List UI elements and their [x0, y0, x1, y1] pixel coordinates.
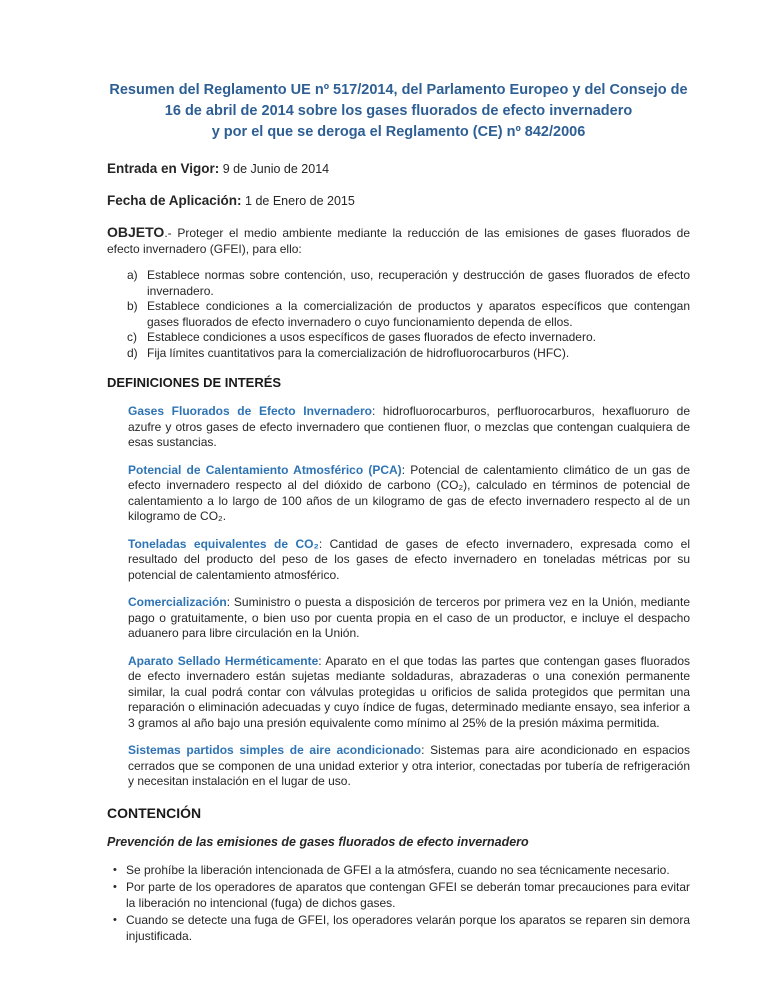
- definiciones-heading: DEFINICIONES DE INTERÉS: [107, 375, 282, 390]
- bullet-text: Cuando se detecte una fuga de GFEI, los operadores velarán porque los aparatos se reparen sin demora injustificada.: [126, 913, 690, 943]
- definition-aparato-sellado: [128, 654, 690, 732]
- bullet-item: [113, 863, 690, 879]
- entrada-en-vigor-label: Entrada en Vigor:: [107, 161, 220, 176]
- fecha-aplicacion-value: 1 de Enero de 2015: [241, 194, 355, 208]
- bullet-text: Se prohíbe la liberación intencionada de GFEI a la atmósfera, cuando no sea técnicamente necesario.: [126, 862, 670, 877]
- list-item-marker: d): [127, 345, 138, 360]
- definition-gases-fluorados: [128, 404, 690, 451]
- definition-term: Sistemas partidos simples de aire acondicionado: [128, 743, 422, 757]
- objeto-paragraph: [107, 225, 690, 257]
- contencion-heading: CONTENCIÓN: [107, 804, 202, 821]
- document-title-line-3: y por el que se deroga el Reglamento (CE) nº 842/2006: [211, 124, 586, 140]
- bullet-item: [113, 913, 690, 944]
- bullet-item: [113, 880, 690, 911]
- list-item-text: Fija límites cuantitativos para la comercialización de hidrofluorocarburos (HFC).: [147, 345, 570, 360]
- bullet-marker: •: [113, 863, 117, 876]
- definition-term: Aparato Sellado Herméticamente: [128, 653, 319, 668]
- entrada-en-vigor-line: [107, 161, 690, 177]
- definition-sistemas-partidos: [128, 743, 690, 790]
- list-item-text: Establece condiciones a usos específicos de gases fluorados de efecto invernadero.: [147, 330, 596, 344]
- definition-text: : Potencial de calentamiento climático de un gas de efecto invernadero respecto al del dióxido de carbono (CO₂), calculado en términos de potencial de calentamiento a lo largo de 100 años de un kilogramo de gas de efecto invernadero respecto al de un kilogramo de CO₂.: [128, 462, 690, 523]
- definition-term: Gases Fluorados de Efecto Invernadero: [128, 404, 372, 418]
- definition-text: : Aparato en el que todas las partes que contengan gases fluorados de efecto invernadero están sujetas mediante soldaduras, abrazaderas o una conexión permanente similar, la cual podrá contar con válvulas protegidas u orificios de salida protegidos que permitan una reparación o eliminación adecuadas y cuyo índice de fugas, determinado mediante ensayo, sea inferior a 3 gramos al año bajo una presión equivalente como mínimo al 25% de la presión máxima permitida.: [128, 653, 691, 730]
- bullet-marker: •: [113, 881, 117, 893]
- entrada-en-vigor-value: 9 de Junio de 2014: [219, 162, 330, 176]
- definition-text: : Sistemas para aire acondicionado en espacios cerrados que se componen de una unidad exterior y otra interior, conectadas por tubería de refrigeración y necesitan instalación en el lugar de uso.: [128, 743, 690, 788]
- definition-term: Toneladas equivalentes de CO₂: [128, 536, 319, 551]
- list-item: [127, 346, 690, 362]
- fecha-aplicacion-label: Fecha de Aplicación:: [107, 193, 242, 208]
- contencion-bullet-list: [107, 863, 690, 945]
- list-item-marker: a): [127, 268, 138, 282]
- objeto-lettered-list: [107, 268, 690, 361]
- list-item: [127, 268, 690, 299]
- definition-comercializacion: [128, 595, 690, 642]
- list-item-marker: c): [127, 330, 137, 344]
- bullet-marker: •: [113, 914, 117, 926]
- definition-text: : hidrofluorocarburos, perfluorocarburos, hexafluoruro de azufre y otros gases de efecto invernadero que contienen fluor, o mezclas que contengan cualquiera de esas sustancias.: [128, 404, 690, 449]
- document-title-line-2: 16 de abril de 2014 sobre los gases fluorados de efecto invernadero: [164, 103, 633, 119]
- document-title-line-1: Resumen del Reglamento UE nº 517/2014, del Parlamento Europeo y del Consejo de: [109, 82, 688, 98]
- fecha-aplicacion-line: [107, 193, 690, 209]
- definition-pca: [128, 463, 690, 525]
- list-item: [127, 330, 690, 346]
- definition-term: Comercialización: [128, 595, 227, 609]
- list-item-marker: b): [127, 299, 138, 313]
- list-item: [127, 299, 690, 330]
- definition-term: Potencial de Calentamiento Atmosférico (PCA): [128, 462, 402, 477]
- objeto-text: .- Proteger el medio ambiente mediante la reducción de las emisiones de gases fluorados de efecto invernadero (GFEI), para ello:: [107, 226, 690, 256]
- document-title: [107, 80, 690, 143]
- definition-text: : Suministro o puesta a disposición de terceros por primera vez en la Unión, mediante pago o gratuitamente, o bien uso por cuenta propia en el caso de un productor, e incluye el despacho aduanero para libre circulación en la Unión.: [128, 595, 690, 640]
- definition-toneladas-co2: [128, 537, 690, 584]
- definition-text: : Cantidad de gases de efecto invernadero, expresada como el resultado del producto del peso de los gases de efecto invernadero en toneladas métricas por su potencial de calentamiento atmosférico.: [128, 536, 691, 582]
- list-item-text: Establece condiciones a la comercialización de productos y aparatos específicos que contengan gases fluorados de efecto invernadero o cuyo funcionamiento dependa de ellos.: [147, 299, 690, 329]
- list-item-text: Establece normas sobre contención, uso, recuperación y destrucción de gases fluorados de efecto invernadero.: [147, 268, 690, 298]
- objeto-label: OBJETO: [107, 224, 165, 240]
- bullet-text: Por parte de los operadores de aparatos que contengan GFEI se deberán tomar precauciones para evitar la liberación no intencional (fuga) de dichos gases.: [126, 880, 690, 910]
- prevencion-subheading: Prevención de las emisiones de gases fluorados de efecto invernadero: [107, 834, 529, 849]
